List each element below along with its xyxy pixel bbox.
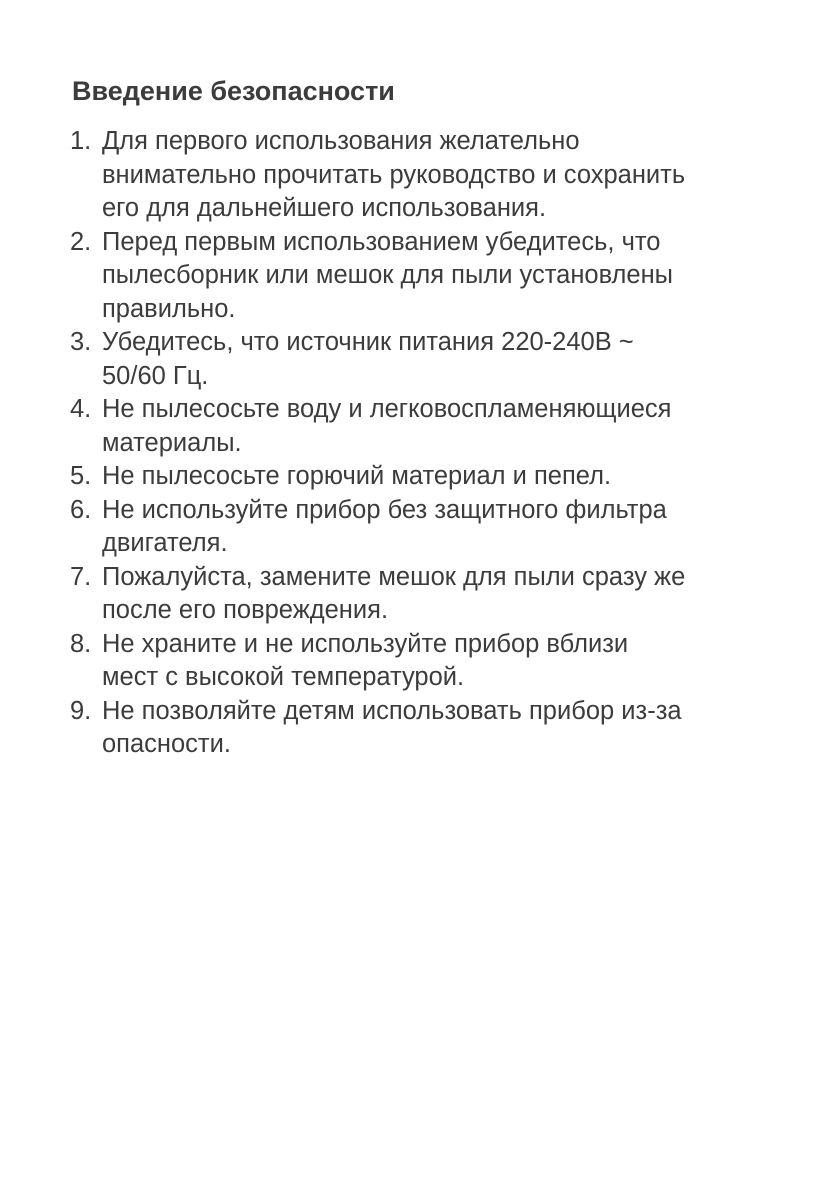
list-item-line: внимательно прочитать руководство и сохранить [102,160,686,189]
list-item-line: Перед первым использованием убедитесь, что [102,227,661,256]
list-item-text [102,695,770,762]
list-item-text [102,125,770,226]
list-item-number: 7. [70,562,92,591]
list-item-text [102,460,770,494]
list-item-line: Не храните и не используйте прибор вблизи [102,629,629,658]
page-title: Введение безопасности [72,76,395,106]
list-item-number: 2. [70,227,92,256]
safety-list [70,125,770,762]
list-item-number: 5. [70,462,92,490]
list-item-number: 4. [70,395,92,423]
list-item-line: материалы. [102,428,242,457]
list-item [70,125,770,226]
list-item-line: Убедитесь, что источник питания 220-240В ~ [102,328,634,356]
list-item-text [102,494,770,561]
list-item-line: мест с высокой температурой. [102,663,465,691]
list-item [70,695,770,762]
list-item-number: 9. [70,696,92,725]
list-item-line: опасности. [102,730,231,758]
list-item-text [102,561,770,628]
list-item-text [102,393,770,460]
list-item-line: Не позволяйте детям использовать прибор из-за [102,696,682,725]
list-item-line: правильно. [102,294,236,323]
list-item-text [102,628,770,695]
list-item [70,326,770,393]
list-item-line: Для первого использования желательно [102,127,580,155]
list-item [70,561,770,628]
list-item-line: двигателя. [102,529,228,557]
list-item-number: 8. [70,629,92,658]
list-item [70,226,770,327]
list-item-text [102,326,770,393]
list-item-line: Не пылесосьте воду и легковоспламеняющиеся [102,395,672,423]
list-item-line: пылесборник или мешок для пыли установлены [102,261,674,289]
list-item-line: Не используйте прибор без защитного фильтра [102,495,667,524]
list-item-line: Пожалуйста, замените мешок для пыли сразу же [102,562,686,591]
list-item-line: его для дальнейшего использования. [102,194,547,222]
list-item-text [102,226,770,327]
list-item-line: Не пылесосьте горючий материал и пепел. [102,462,612,490]
list-item [70,628,770,695]
list-item-number: 1. [70,127,92,155]
list-item [70,393,770,460]
list-item-line: после его повреждения. [102,596,389,624]
list-item-number: 3. [70,328,92,356]
list-item [70,460,770,494]
list-item [70,494,770,561]
list-item-line: 50/60 Гц. [102,361,209,390]
list-item-number: 6. [70,495,92,524]
